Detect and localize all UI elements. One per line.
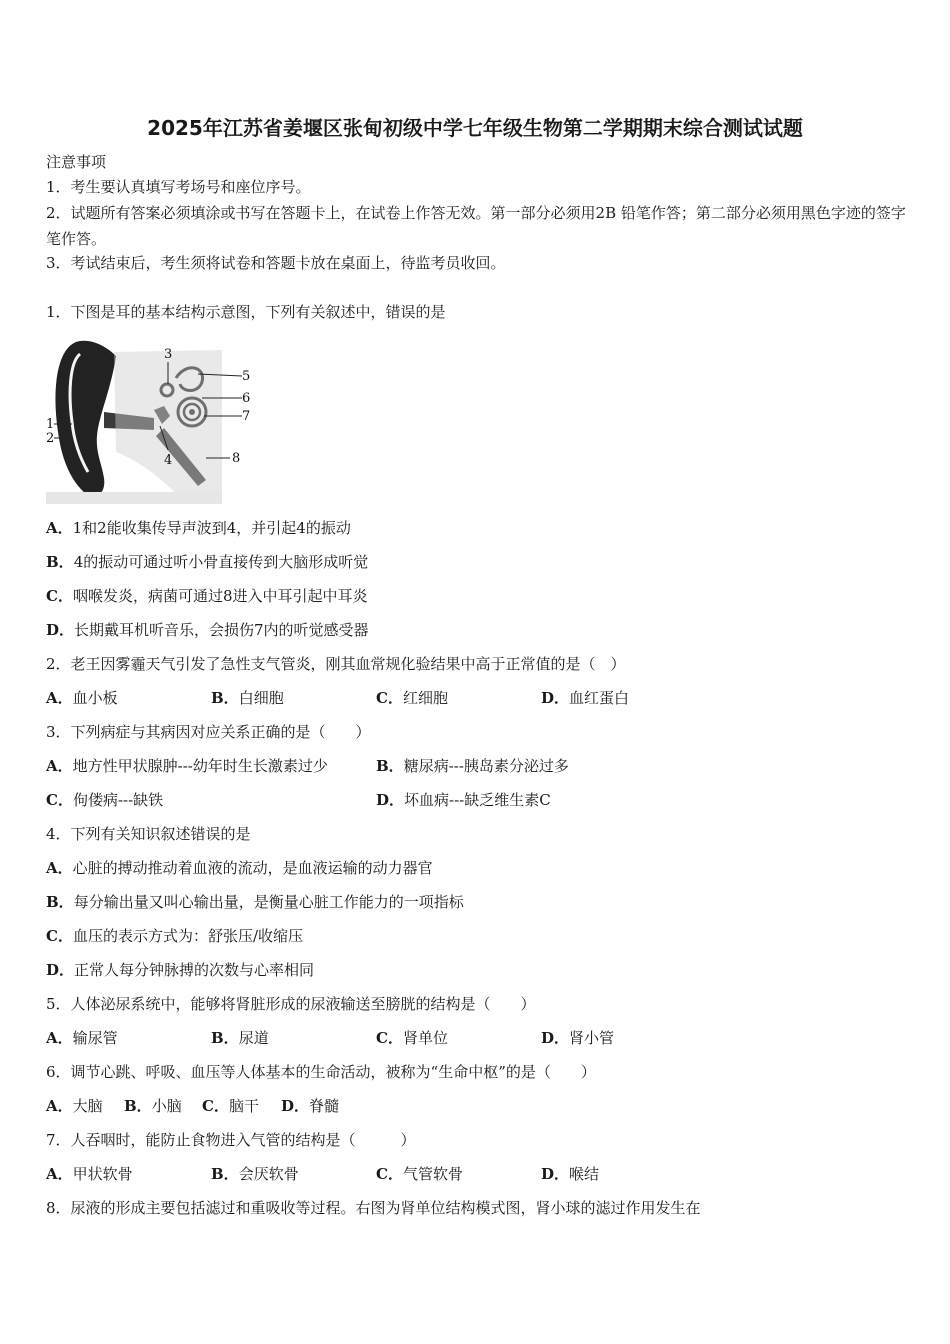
option-item	[211, 688, 284, 708]
option-letter: B．	[211, 1165, 239, 1183]
question-stem: 4．下列有关知识叙述错误的是	[46, 825, 251, 843]
figure-label: 3	[164, 347, 173, 362]
option-line	[46, 518, 351, 538]
option-item	[541, 1164, 599, 1184]
option-line	[46, 858, 433, 878]
option-text: 气管软骨	[402, 1165, 463, 1183]
option-letter: D．	[281, 1097, 310, 1115]
option-text: 尿道	[238, 1029, 269, 1047]
option-text: 白细胞	[238, 689, 284, 707]
question-stem: 1．下图是耳的基本结构示意图，下列有关叙述中，错误的是	[46, 303, 446, 321]
question-stem: 8．尿液的形成主要包括滤过和重吸收等过程。右图为肾单位结构模式图，肾小球的滤过作用发生在	[46, 1199, 701, 1217]
option-letter: D．	[541, 689, 570, 707]
option-item	[46, 1028, 118, 1048]
option-text: 血红蛋白	[569, 689, 630, 707]
option-item	[211, 1028, 269, 1048]
option-item	[281, 1096, 339, 1116]
option-letter: C．	[376, 689, 403, 707]
option-item	[46, 1164, 133, 1184]
option-item	[541, 688, 629, 708]
option-text: 红细胞	[402, 689, 448, 707]
option-letter: B．	[46, 893, 74, 911]
option-item	[46, 790, 163, 810]
option-text: 心脏的搏动推动着血液的流动，是血液运输的动力器官	[72, 859, 433, 877]
option-item	[211, 1164, 299, 1184]
option-item	[46, 756, 328, 776]
option-letter: A．	[46, 689, 73, 707]
option-text: 会厌软骨	[238, 1165, 299, 1183]
figure-label: 4	[164, 453, 173, 468]
option-text: 输尿管	[72, 1029, 118, 1047]
option-letter: A．	[46, 519, 73, 537]
option-item	[376, 756, 569, 776]
option-text: 大脑	[72, 1097, 103, 1115]
option-line	[46, 960, 314, 980]
question-stem: 2．老王因雾霾天气引发了急性支气管炎，刚其血常规化验结果中高于正常值的是（ ）	[46, 655, 626, 673]
option-line	[46, 892, 464, 912]
option-text: 地方性甲状腺肿---幼年时生长激素过少	[72, 757, 328, 775]
option-text: 每分输出量又叫心输出量，是衡量心脏工作能力的一项指标	[73, 893, 464, 911]
figure-label: 2	[46, 431, 55, 446]
exam-title: 2025年江苏省姜堰区张甸初级中学七年级生物第二学期期末综合测试试题	[147, 116, 803, 140]
option-letter: C．	[46, 587, 73, 605]
option-letter: C．	[46, 791, 73, 809]
option-letter: C．	[376, 1029, 403, 1047]
option-text: 血小板	[72, 689, 118, 707]
option-item	[124, 1096, 182, 1116]
option-text: 4的振动可通过听小骨直接传到大脑形成听觉	[73, 553, 369, 571]
option-text: 喉结	[569, 1165, 600, 1183]
option-letter: D．	[541, 1165, 570, 1183]
option-text: 脑干	[228, 1097, 259, 1115]
notes-heading: 注意事项	[46, 153, 107, 171]
option-letter: B．	[211, 1029, 239, 1047]
option-item	[376, 790, 551, 810]
figure-label: 1	[46, 417, 55, 432]
option-letter: C．	[46, 927, 73, 945]
option-letter: C．	[376, 1165, 403, 1183]
figure-label: 8	[232, 451, 241, 466]
option-letter: D．	[541, 1029, 570, 1047]
option-item	[376, 1164, 463, 1184]
note-item: 3．考试结束后，考生须将试卷和答题卡放在桌面上，待监考员收回。	[46, 254, 506, 272]
option-letter: B．	[376, 757, 404, 775]
option-item	[541, 1028, 614, 1048]
option-line	[46, 586, 368, 606]
option-text: 小脑	[151, 1097, 182, 1115]
option-letter: A．	[46, 1097, 73, 1115]
option-text: 肾单位	[402, 1029, 448, 1047]
option-text: 血压的表示方式为：舒张压/收缩压	[72, 927, 304, 945]
option-letter: D．	[46, 961, 75, 979]
question-stem: 6．调节心跳、呼吸、血压等人体基本的生命活动，被称为“生命中枢”的是（ ）	[46, 1063, 596, 1081]
option-text: 甲状软骨	[72, 1165, 133, 1183]
option-letter: D．	[376, 791, 405, 809]
option-line	[46, 552, 368, 572]
option-letter: A．	[46, 859, 73, 877]
ear-structure-diagram	[46, 332, 251, 504]
figure-label: 7	[242, 409, 251, 424]
option-text: 正常人每分钟脉搏的次数与心率相同	[74, 961, 315, 979]
option-item	[376, 688, 448, 708]
note-item: 1．考生要认真填写考场号和座位序号。	[46, 178, 311, 196]
option-text: 糖尿病---胰岛素分泌过多	[403, 757, 569, 775]
figure-label: 6	[242, 391, 251, 406]
figure-label: 5	[242, 369, 251, 384]
note-item: 2．试题所有答案必须填涂或书写在答题卡上，在试卷上作答无效。第一部分必须用2B 铅笔作答；第二部分必须用黑色字迹的签字笔作答。	[46, 204, 906, 248]
option-text: 咽喉发炎，病菌可通过8进入中耳引起中耳炎	[72, 587, 368, 605]
option-text: 肾小管	[569, 1029, 615, 1047]
option-letter: B．	[211, 689, 239, 707]
option-item	[376, 1028, 448, 1048]
option-line	[46, 620, 369, 640]
option-letter: A．	[46, 1029, 73, 1047]
option-letter: A．	[46, 757, 73, 775]
option-text: 佝偻病---缺铁	[72, 791, 164, 809]
option-item	[46, 688, 118, 708]
option-text: 长期戴耳机听音乐，会损伤7内的听觉感受器	[74, 621, 369, 639]
option-letter: C．	[202, 1097, 229, 1115]
option-text: 坏血病---缺乏维生素C	[404, 791, 551, 809]
option-item	[46, 1096, 103, 1116]
option-letter: D．	[46, 621, 75, 639]
question-stem: 3．下列病症与其病因对应关系正确的是（ ）	[46, 723, 371, 741]
question-stem: 7．人吞咽时，能防止食物进入气管的结构是（ ）	[46, 1131, 416, 1149]
option-letter: B．	[46, 553, 74, 571]
option-text: 1和2能收集传导声波到4，并引起4的振动	[72, 519, 351, 537]
option-item	[202, 1096, 259, 1116]
option-text: 脊髓	[309, 1097, 340, 1115]
option-letter: B．	[124, 1097, 152, 1115]
option-letter: A．	[46, 1165, 73, 1183]
question-stem: 5．人体泌尿系统中，能够将肾脏形成的尿液输送至膀胱的结构是（ ）	[46, 995, 536, 1013]
option-line	[46, 926, 303, 946]
